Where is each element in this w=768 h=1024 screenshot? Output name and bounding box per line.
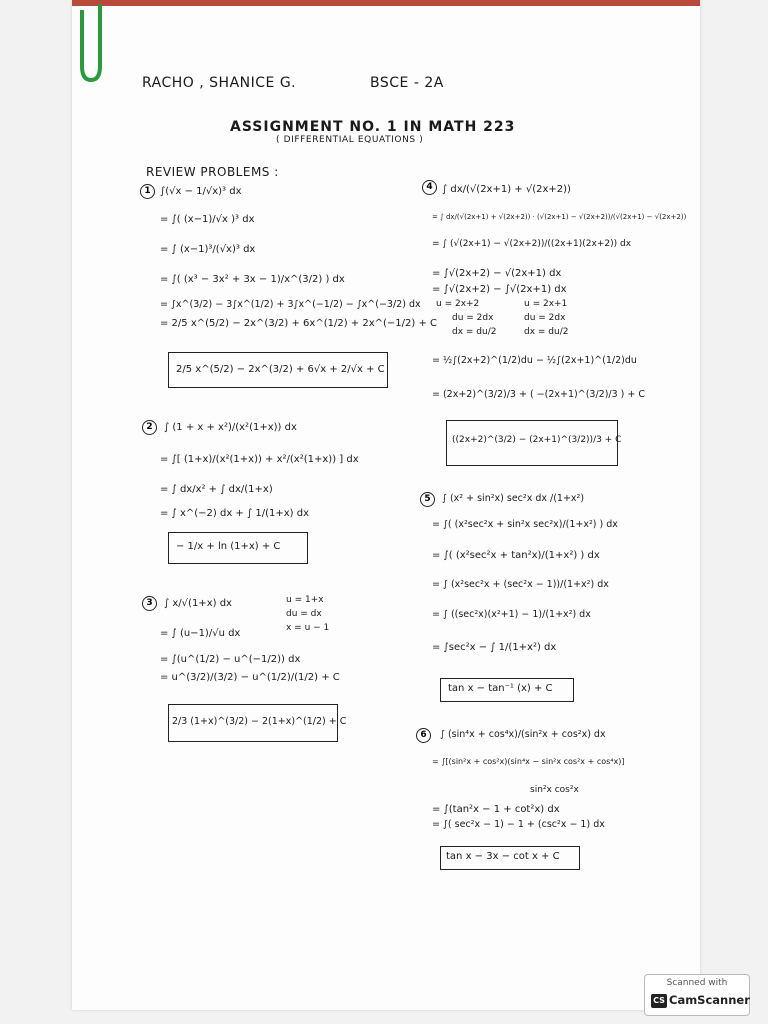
work-line: = ∫ (u−1)/√u dx xyxy=(160,628,241,639)
student-section: BSCE - 2A xyxy=(370,75,444,91)
work-line: = ∫( (x³ − 3x² + 3x − 1)/x^(3/2) ) dx xyxy=(160,274,345,285)
student-name: RACHO , SHANICE G. xyxy=(142,75,297,91)
paper-top-edge xyxy=(72,0,700,6)
work-line: ∫ dx/(√(2x+1) + √(2x+2)) xyxy=(442,184,571,195)
substitution-note: dx = du/2 xyxy=(452,327,497,337)
section-heading: REVIEW PROBLEMS : xyxy=(146,165,279,179)
work-line: = ∫x^(3/2) − 3∫x^(1/2) + 3∫x^(−1/2) − ∫x^(−3/2) dx xyxy=(160,299,421,310)
substitution-note: du = 2dx xyxy=(524,313,566,323)
problem-number: 6 xyxy=(416,728,431,743)
work-line: = ∫( (x−1)/√x )³ dx xyxy=(160,214,255,225)
work-line: ∫ (1 + x + x²)/(x²(1+x)) dx xyxy=(164,422,297,433)
problem-number: 5 xyxy=(420,492,435,507)
work-line: = ∫( (x²sec²x + sin²x sec²x)/(1+x²) ) dx xyxy=(432,519,618,530)
work-line: = ∫[(sin²x + cos²x)(sin⁴x − sin²x cos²x + cos⁴x)] xyxy=(432,757,625,766)
work-line: = ∫(u^(1/2) − u^(−1/2)) dx xyxy=(160,654,301,665)
final-answer: 2/5 x^(5/2) − 2x^(3/2) + 6√x + 2/√x + C xyxy=(176,364,385,375)
assignment-title: ASSIGNMENT NO. 1 IN MATH 223 xyxy=(230,119,516,135)
work-line: = ∫√(2x+2) − ∫√(2x+1) dx xyxy=(432,284,567,295)
problem-number: 3 xyxy=(142,596,157,611)
work-line: = ∫ x^(−2) dx + ∫ 1/(1+x) dx xyxy=(160,508,309,519)
work-line: = ∫( (x²sec²x + tan²x)/(1+x²) ) dx xyxy=(432,550,600,561)
final-answer: tan x − tan⁻¹ (x) + C xyxy=(448,683,553,694)
work-line: sin²x cos²x xyxy=(530,785,579,795)
work-line: = ∫( sec²x − 1) − 1 + (csc²x − 1) dx xyxy=(432,819,605,830)
problem-number: 1 xyxy=(140,184,155,199)
work-line: = ∫ (x²sec²x + (sec²x − 1))/(1+x²) dx xyxy=(432,579,609,590)
work-line: = ∫ dx/x² + ∫ dx/(1+x) xyxy=(160,484,273,495)
assignment-subtitle: ( DIFFERENTIAL EQUATIONS ) xyxy=(276,135,424,145)
substitution-note: x = u − 1 xyxy=(286,623,330,633)
substitution-note: u = 1+x xyxy=(286,595,324,605)
final-answer: tan x − 3x − cot x + C xyxy=(446,851,560,862)
final-answer: 2/3 (1+x)^(3/2) − 2(1+x)^(1/2) + C xyxy=(172,716,347,727)
substitution-note: du = dx xyxy=(286,609,322,619)
watermark-brand: CamScanner xyxy=(669,993,750,1007)
substitution-note: dx = du/2 xyxy=(524,327,569,337)
work-line: = (2x+2)^(3/2)/3 + ( −(2x+1)^(3/2)/3 ) + C xyxy=(432,389,646,400)
work-line: ∫(√x − 1/√x)³ dx xyxy=(160,186,242,197)
work-line: = 2/5 x^(5/2) − 2x^(3/2) + 6x^(1/2) + 2x^(−1/2) + C xyxy=(160,318,437,329)
work-line: ∫ (x² + sin²x) sec²x dx /(1+x²) xyxy=(442,493,585,504)
final-answer: ((2x+2)^(3/2) − (2x+1)^(3/2))/3 + C xyxy=(452,435,622,445)
work-line: = ∫ (x−1)³/(√x)³ dx xyxy=(160,244,256,255)
work-line: ∫ (sin⁴x + cos⁴x)/(sin²x + cos²x) dx xyxy=(440,729,606,740)
camscanner-logo-icon: CS xyxy=(651,994,667,1008)
problem-number: 2 xyxy=(142,420,157,435)
work-line: = ∫√(2x+2) − √(2x+1) dx xyxy=(432,268,562,279)
substitution-note: du = 2dx xyxy=(452,313,494,323)
paper-sheet xyxy=(72,0,700,1010)
work-line: = u^(3/2)/(3/2) − u^(1/2)/(1/2) + C xyxy=(160,672,340,683)
substitution-note: u = 2x+1 xyxy=(524,299,568,309)
work-line: = ∫ dx/(√(2x+1) + √(2x+2)) · (√(2x+1) − √(2x+2))/(√(2x+1) − √(2x+2)) xyxy=(432,213,687,221)
work-line: = ∫ ((sec²x)(x²+1) − 1)/(1+x²) dx xyxy=(432,609,591,620)
work-line: = ∫[ (1+x)/(x²(1+x)) + x²/(x²(1+x)) ] dx xyxy=(160,454,359,465)
paperclip-icon xyxy=(74,0,108,86)
substitution-note: u = 2x+2 xyxy=(436,299,480,309)
work-line: = ∫ (√(2x+1) − √(2x+2))/((2x+1)(2x+2)) dx xyxy=(432,239,632,249)
work-line: ∫ x/√(1+x) dx xyxy=(164,598,232,609)
work-line: = ∫(tan²x − 1 + cot²x) dx xyxy=(432,804,560,815)
work-line: = ½∫(2x+2)^(1/2)du − ½∫(2x+1)^(1/2)du xyxy=(432,355,637,366)
work-line: = ∫sec²x − ∫ 1/(1+x²) dx xyxy=(432,642,557,653)
problem-number: 4 xyxy=(422,180,437,195)
camscanner-watermark xyxy=(644,974,750,1016)
watermark-caption: Scanned with xyxy=(666,978,728,988)
final-answer: − 1/x + ln (1+x) + C xyxy=(176,541,281,552)
